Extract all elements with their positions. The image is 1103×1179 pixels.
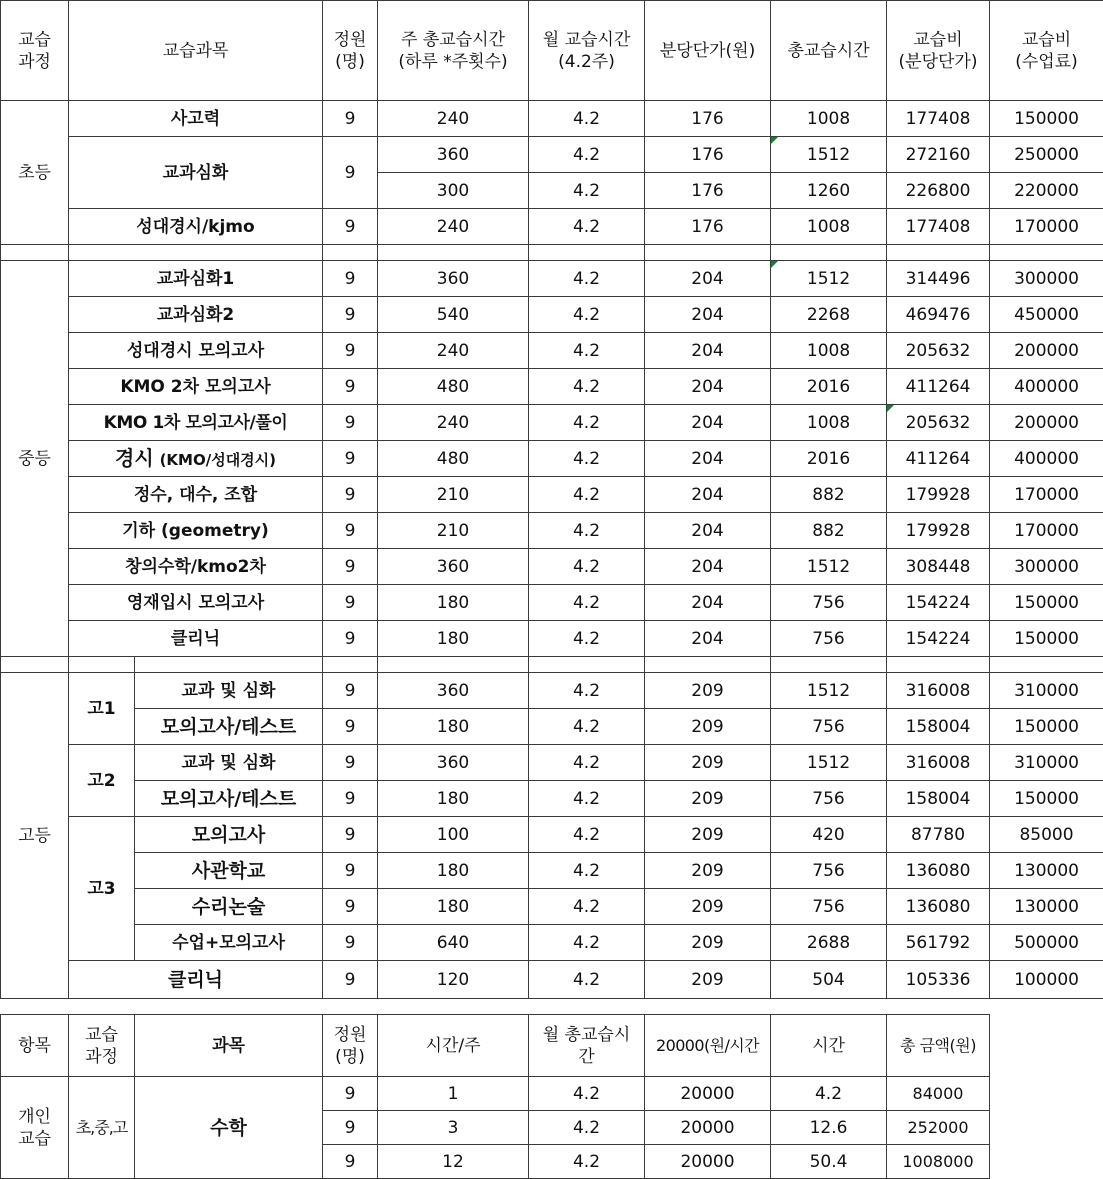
- table-row: [1, 745, 1103, 781]
- price-cell: 204: [645, 513, 771, 549]
- total-cell: 1512: [771, 137, 887, 173]
- capacity-cell: 9: [323, 585, 378, 621]
- subject-cell: 모의고사/테스트: [135, 709, 323, 745]
- header-subject: 교습과목: [69, 1, 323, 101]
- total-cell: 2688: [771, 925, 887, 961]
- total-cell: 756: [771, 781, 887, 817]
- subject-cell: KMO 2차 모의고사: [69, 369, 323, 405]
- total-cell: 756: [771, 853, 887, 889]
- weekly-cell: 210: [378, 513, 529, 549]
- calc-cell: 316008: [887, 673, 990, 709]
- weekly-cell: 360: [378, 549, 529, 585]
- price-cell: 176: [645, 101, 771, 137]
- capacity-cell: 9: [323, 1111, 378, 1145]
- personal-subject: 수학: [135, 1077, 323, 1179]
- per-week-cell: 1: [378, 1077, 529, 1111]
- total-cell: 882: [771, 513, 887, 549]
- subject-cell: 교과심화2: [69, 297, 323, 333]
- fee-cell: 200000: [990, 333, 1103, 369]
- rate-cell: 20000: [645, 1077, 771, 1111]
- total-cell: 2016: [771, 369, 887, 405]
- price-cell: 204: [645, 621, 771, 657]
- monthly-cell: 4.2: [529, 621, 645, 657]
- total-cell: 1008: [771, 209, 887, 245]
- weekly-cell: 210: [378, 477, 529, 513]
- total-cell: 1512: [771, 261, 887, 297]
- monthly-cell: 4.2: [529, 369, 645, 405]
- fee-cell: 130000: [990, 853, 1103, 889]
- total-cell: 2268: [771, 297, 887, 333]
- monthly-cell: 4.2: [529, 745, 645, 781]
- capacity-cell: 9: [323, 1145, 378, 1179]
- total-cell: 1008: [771, 405, 887, 441]
- price-cell: 204: [645, 261, 771, 297]
- subject-cell: 클리닉: [69, 961, 323, 999]
- price-cell: 204: [645, 369, 771, 405]
- monthly-cell: 4.2: [529, 889, 645, 925]
- calc-cell: 314496: [887, 261, 990, 297]
- section-label-elementary: 초등: [1, 101, 69, 245]
- calc-cell: 179928: [887, 477, 990, 513]
- weekly-cell: 180: [378, 709, 529, 745]
- fee-cell: 100000: [990, 961, 1103, 999]
- total-cell: 1008: [771, 101, 887, 137]
- capacity-cell: 9: [323, 297, 378, 333]
- total-amount-cell: 252000: [887, 1111, 990, 1145]
- monthly-cell: 4.2: [529, 261, 645, 297]
- capacity-cell: 9: [323, 673, 378, 709]
- weekly-cell: 540: [378, 297, 529, 333]
- monthly-cell: 4.2: [529, 709, 645, 745]
- header-hours: 시간: [771, 1015, 887, 1077]
- calc-cell: 177408: [887, 101, 990, 137]
- total-cell: 1512: [771, 745, 887, 781]
- capacity-cell: 9: [323, 101, 378, 137]
- table-row: [1, 333, 1103, 369]
- spacer-row: [1, 657, 1103, 673]
- personal-course: 초,중,고: [69, 1077, 135, 1179]
- header-per-week: 시간/주: [378, 1015, 529, 1077]
- subject-cell: 클리닉: [69, 621, 323, 657]
- monthly-cell: 4.2: [529, 925, 645, 961]
- subject-cell: 사관학교: [135, 853, 323, 889]
- monthly-cell: 4.2: [529, 817, 645, 853]
- total-cell: 1512: [771, 549, 887, 585]
- monthly-cell: 4.2: [529, 513, 645, 549]
- capacity-cell: 9: [323, 549, 378, 585]
- subject-cell: 성대경시/kjmo: [69, 209, 323, 245]
- weekly-cell: 180: [378, 853, 529, 889]
- capacity-cell: 9: [323, 709, 378, 745]
- subject-cell: 영재입시 모의고사: [69, 585, 323, 621]
- monthly-cell: 4.2: [529, 333, 645, 369]
- weekly-cell: 480: [378, 369, 529, 405]
- price-cell: 204: [645, 549, 771, 585]
- calc-cell: 411264: [887, 441, 990, 477]
- capacity-cell: 9: [323, 745, 378, 781]
- capacity-cell: 9: [323, 817, 378, 853]
- total-cell: 756: [771, 585, 887, 621]
- monthly-cell: 4.2: [529, 101, 645, 137]
- subject-cell: KMO 1차 모의고사/풀이: [69, 405, 323, 441]
- fee-cell: 130000: [990, 889, 1103, 925]
- total-amount-cell: 1008000: [887, 1145, 990, 1179]
- header-unit-price: 분당단가(원): [645, 1, 771, 101]
- calc-cell: 154224: [887, 585, 990, 621]
- monthly-cell: 4.2: [529, 853, 645, 889]
- table-row: [1, 585, 1103, 621]
- price-cell: 209: [645, 925, 771, 961]
- subject-cell: 교과 및 심화: [135, 745, 323, 781]
- table-row: [1, 513, 1103, 549]
- table-row: [1, 621, 1103, 657]
- subject-main: 경시: [115, 445, 154, 470]
- calc-cell: 158004: [887, 709, 990, 745]
- price-cell: 204: [645, 585, 771, 621]
- monthly-cell: 4.2: [529, 1077, 645, 1111]
- weekly-cell: 480: [378, 441, 529, 477]
- subject-cell: 창의수학/kmo2차: [69, 549, 323, 585]
- header-course: 교습 과정: [69, 1015, 135, 1077]
- header-rate: 20000(원/시간: [645, 1015, 771, 1077]
- weekly-cell: 640: [378, 925, 529, 961]
- subject-cell: [69, 441, 323, 477]
- monthly-cell: 4.2: [529, 1145, 645, 1179]
- calc-cell: 87780: [887, 817, 990, 853]
- table-row: [1, 673, 1103, 709]
- fee-cell: 170000: [990, 513, 1103, 549]
- price-cell: 209: [645, 961, 771, 999]
- grade-label: 고2: [69, 745, 135, 817]
- weekly-cell: 180: [378, 621, 529, 657]
- total-cell: 504: [771, 961, 887, 999]
- capacity-cell: 9: [323, 925, 378, 961]
- table-row: [1, 817, 1103, 853]
- calc-cell: 105336: [887, 961, 990, 999]
- personal-header-row: [1, 1015, 990, 1077]
- weekly-cell: 180: [378, 585, 529, 621]
- weekly-cell: 100: [378, 817, 529, 853]
- header-fee-calc: 교습비 (분당단가): [887, 1, 990, 101]
- header-total: 총 금액(원): [887, 1015, 990, 1077]
- fee-cell: 150000: [990, 585, 1103, 621]
- monthly-cell: 4.2: [529, 405, 645, 441]
- header-subject: 과목: [135, 1015, 323, 1077]
- table-row: [1, 209, 1103, 245]
- fee-cell: 250000: [990, 137, 1103, 173]
- monthly-cell: 4.2: [529, 297, 645, 333]
- weekly-cell: 180: [378, 889, 529, 925]
- fee-cell: 400000: [990, 369, 1103, 405]
- total-cell: 1260: [771, 173, 887, 209]
- weekly-cell: 240: [378, 209, 529, 245]
- subject-cell: 모의고사: [135, 817, 323, 853]
- fee-cell: 150000: [990, 709, 1103, 745]
- monthly-cell: 4.2: [529, 549, 645, 585]
- grade-label: 고3: [69, 817, 135, 961]
- capacity-cell: 9: [323, 441, 378, 477]
- subject-cell: 교과심화: [69, 137, 323, 209]
- table-row: [1, 137, 1103, 173]
- fee-cell: 300000: [990, 549, 1103, 585]
- subject-cell: 모의고사/테스트: [135, 781, 323, 817]
- price-cell: 209: [645, 817, 771, 853]
- table-row: [1, 781, 1103, 817]
- fee-cell: 150000: [990, 621, 1103, 657]
- weekly-cell: 240: [378, 405, 529, 441]
- table-row: [1, 709, 1103, 745]
- fee-cell: 170000: [990, 477, 1103, 513]
- calc-cell: 272160: [887, 137, 990, 173]
- capacity-cell: 9: [323, 513, 378, 549]
- capacity-cell: 9: [323, 853, 378, 889]
- fee-cell: 200000: [990, 405, 1103, 441]
- total-cell: 756: [771, 621, 887, 657]
- capacity-cell: 9: [323, 333, 378, 369]
- subject-cell: 사고력: [69, 101, 323, 137]
- monthly-cell: 4.2: [529, 585, 645, 621]
- monthly-cell: 4.2: [529, 173, 645, 209]
- calc-cell: 205632: [887, 405, 990, 441]
- table-row: [1, 477, 1103, 513]
- calc-cell: 308448: [887, 549, 990, 585]
- header-row: [1, 1, 1103, 101]
- fee-cell: 310000: [990, 745, 1103, 781]
- fee-cell: 150000: [990, 101, 1103, 137]
- price-cell: 204: [645, 297, 771, 333]
- capacity-cell: 9: [323, 621, 378, 657]
- fee-cell: 150000: [990, 781, 1103, 817]
- monthly-cell: 4.2: [529, 1111, 645, 1145]
- price-cell: 204: [645, 441, 771, 477]
- rate-cell: 20000: [645, 1145, 771, 1179]
- table-row: [1, 549, 1103, 585]
- weekly-cell: 360: [378, 137, 529, 173]
- price-cell: 209: [645, 673, 771, 709]
- price-cell: 209: [645, 853, 771, 889]
- rate-cell: 20000: [645, 1111, 771, 1145]
- monthly-cell: 4.2: [529, 673, 645, 709]
- price-cell: 204: [645, 333, 771, 369]
- calc-cell: 469476: [887, 297, 990, 333]
- weekly-cell: 360: [378, 261, 529, 297]
- weekly-cell: 360: [378, 673, 529, 709]
- fee-cell: 85000: [990, 817, 1103, 853]
- hours-cell: 50.4: [771, 1145, 887, 1179]
- header-weekly-hours: 주 총교습시간 (하루 *주횟수): [378, 1, 529, 101]
- calc-cell: 411264: [887, 369, 990, 405]
- weekly-cell: 120: [378, 961, 529, 999]
- calc-cell: 154224: [887, 621, 990, 657]
- monthly-cell: 4.2: [529, 961, 645, 999]
- subject-sub: (KMO/성대경시): [159, 450, 277, 469]
- fee-cell: 310000: [990, 673, 1103, 709]
- fee-cell: 220000: [990, 173, 1103, 209]
- subject-cell: 정수, 대수, 조합: [69, 477, 323, 513]
- header-item: 항목: [1, 1015, 69, 1077]
- section-label-high: 고등: [1, 673, 69, 999]
- price-cell: 204: [645, 405, 771, 441]
- capacity-cell: 9: [323, 889, 378, 925]
- total-cell: 756: [771, 709, 887, 745]
- weekly-cell: 240: [378, 333, 529, 369]
- price-cell: 204: [645, 477, 771, 513]
- table-row: [1, 297, 1103, 333]
- table-row: [1, 369, 1103, 405]
- total-cell: 420: [771, 817, 887, 853]
- capacity-cell: 9: [323, 137, 378, 209]
- personal-tuition-table: [0, 1014, 990, 1179]
- calc-cell: 158004: [887, 781, 990, 817]
- fee-cell: 300000: [990, 261, 1103, 297]
- spacer-row: [1, 245, 1103, 261]
- header-monthly: 월 총교습시 간: [529, 1015, 645, 1077]
- per-week-cell: 12: [378, 1145, 529, 1179]
- table-row: [1, 961, 1103, 999]
- total-cell: 2016: [771, 441, 887, 477]
- subject-cell: 기하 (geometry): [69, 513, 323, 549]
- table-row: [1, 853, 1103, 889]
- calc-cell: 177408: [887, 209, 990, 245]
- price-cell: 209: [645, 889, 771, 925]
- total-amount-cell: 84000: [887, 1077, 990, 1111]
- header-monthly-hours: 월 교습시간 (4.2주): [529, 1, 645, 101]
- header-fee-actual: 교습비 (수업료): [990, 1, 1103, 101]
- price-cell: 176: [645, 137, 771, 173]
- capacity-cell: 9: [323, 209, 378, 245]
- fee-cell: 500000: [990, 925, 1103, 961]
- monthly-cell: 4.2: [529, 441, 645, 477]
- subject-cell: 수리논술: [135, 889, 323, 925]
- table-row: [1, 101, 1103, 137]
- hours-cell: 4.2: [771, 1077, 887, 1111]
- monthly-cell: 4.2: [529, 137, 645, 173]
- personal-label: 개인 교습: [1, 1077, 69, 1179]
- calc-cell: 561792: [887, 925, 990, 961]
- header-capacity: 정원 (명): [323, 1, 378, 101]
- capacity-cell: 9: [323, 781, 378, 817]
- table-row: [1, 405, 1103, 441]
- capacity-cell: 9: [323, 961, 378, 999]
- price-cell: 209: [645, 745, 771, 781]
- price-cell: 176: [645, 173, 771, 209]
- capacity-cell: 9: [323, 477, 378, 513]
- calc-cell: 205632: [887, 333, 990, 369]
- weekly-cell: 240: [378, 101, 529, 137]
- hours-cell: 12.6: [771, 1111, 887, 1145]
- calc-cell: 136080: [887, 853, 990, 889]
- capacity-cell: 9: [323, 261, 378, 297]
- table-row: [1, 889, 1103, 925]
- total-cell: 1008: [771, 333, 887, 369]
- price-cell: 209: [645, 709, 771, 745]
- total-cell: 756: [771, 889, 887, 925]
- price-cell: 176: [645, 209, 771, 245]
- subject-cell: 수업+모의고사: [135, 925, 323, 961]
- subject-cell: 성대경시 모의고사: [69, 333, 323, 369]
- weekly-cell: 300: [378, 173, 529, 209]
- header-course: 교습 과정: [1, 1, 69, 101]
- fee-cell: 450000: [990, 297, 1103, 333]
- table-row: [1, 925, 1103, 961]
- per-week-cell: 3: [378, 1111, 529, 1145]
- capacity-cell: 9: [323, 1077, 378, 1111]
- total-cell: 1512: [771, 673, 887, 709]
- calc-cell: 226800: [887, 173, 990, 209]
- capacity-cell: 9: [323, 405, 378, 441]
- monthly-cell: 4.2: [529, 209, 645, 245]
- fee-cell: 170000: [990, 209, 1103, 245]
- table-row: [1, 441, 1103, 477]
- table-row: [1, 261, 1103, 297]
- calc-cell: 316008: [887, 745, 990, 781]
- grade-label: 고1: [69, 673, 135, 745]
- capacity-cell: 9: [323, 369, 378, 405]
- weekly-cell: 360: [378, 745, 529, 781]
- header-capacity: 정원 (명): [323, 1015, 378, 1077]
- monthly-cell: 4.2: [529, 781, 645, 817]
- fee-cell: 400000: [990, 441, 1103, 477]
- section-label-middle: 중등: [1, 261, 69, 657]
- calc-cell: 179928: [887, 513, 990, 549]
- header-total-hours: 총교습시간: [771, 1, 887, 101]
- calc-cell: 136080: [887, 889, 990, 925]
- subject-cell: 교과 및 심화: [135, 673, 323, 709]
- price-cell: 209: [645, 781, 771, 817]
- weekly-cell: 180: [378, 781, 529, 817]
- table-row: [1, 1077, 990, 1111]
- monthly-cell: 4.2: [529, 477, 645, 513]
- total-cell: 882: [771, 477, 887, 513]
- subject-cell: 교과심화1: [69, 261, 323, 297]
